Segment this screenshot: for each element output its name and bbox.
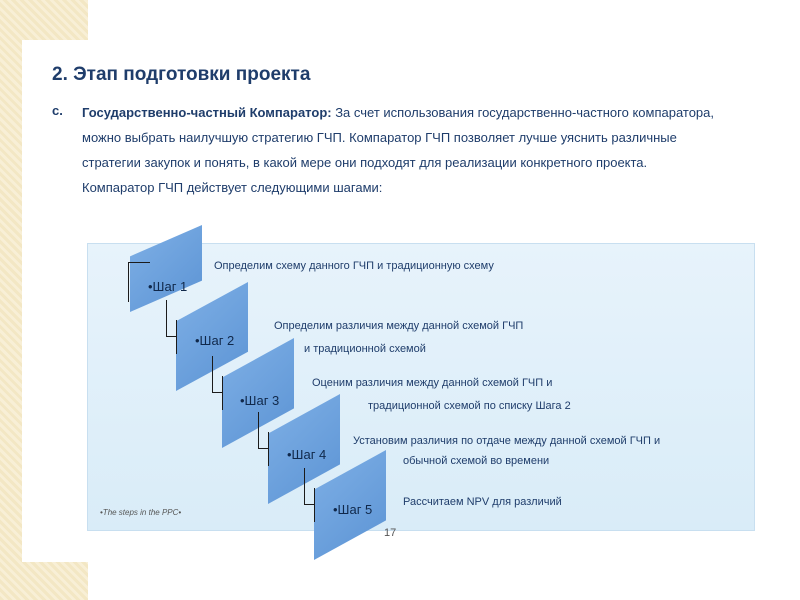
step-label-2: •Шаг 2 [195,333,235,348]
connector-h-1 [166,336,176,337]
diagram-caption: •The steps in the PPC• [100,508,182,517]
step-desc-5-line1: Рассчитаем NPV для различий [403,496,562,508]
page-number: 17 [384,527,397,539]
step-desc-2-line1: Определим различия между данной схемой ГЧП [274,320,524,332]
connector-v-2 [176,320,177,354]
connector-v-5 [314,488,315,522]
step-desc-2-line2: и традиционной схемой [304,343,426,355]
connector-h-2 [212,392,222,393]
paragraph-bold-lead: Государственно-частный Компаратор: [82,105,332,120]
step-desc-3-line2: традиционной схемой по списку Шага 2 [368,400,571,412]
step-desc-4-line1: Установим различия по отдаче между данной схемой ГЧП и [353,435,661,447]
connector-v-1 [166,300,167,336]
connector-v-4b [304,468,305,504]
connector-top-1 [128,262,129,302]
step-label-1: •Шаг 1 [148,279,188,294]
slide-title: 2. Этап подготовки проекта [52,64,311,85]
connector-h-3 [258,448,268,449]
connector-v-4 [268,432,269,466]
connector-v-3b [258,412,259,448]
connector-v-3 [222,376,223,410]
connector-h-4 [304,504,314,505]
step-desc-1-line1: Определим схему данного ГЧП и традиционную схему [214,260,494,272]
step-desc-4-line2: обычной схемой во времени [403,455,550,467]
body-paragraph [82,100,722,200]
paragraph-text: За счет использования государственно-частного компаратора, можно выбрать наилучшую стратегию ГЧП. Компаратор ГЧП позволяет лучше уяснить различные стратегии закупок и понять, в какой мере они подходят для реализации конкретного проекта. Компаратор ГЧП действует следующими шагами: [82,105,715,195]
connector-slash-1 [128,262,150,263]
step-label-4: •Шаг 4 [287,447,327,462]
paragraph-marker: c. [52,103,63,118]
connector-v-2b [212,356,213,392]
step-desc-3-line1: Оценим различия между данной схемой ГЧП и [312,377,553,389]
step-label-3: •Шаг 3 [240,393,280,408]
step-label-5: •Шаг 5 [333,502,373,517]
